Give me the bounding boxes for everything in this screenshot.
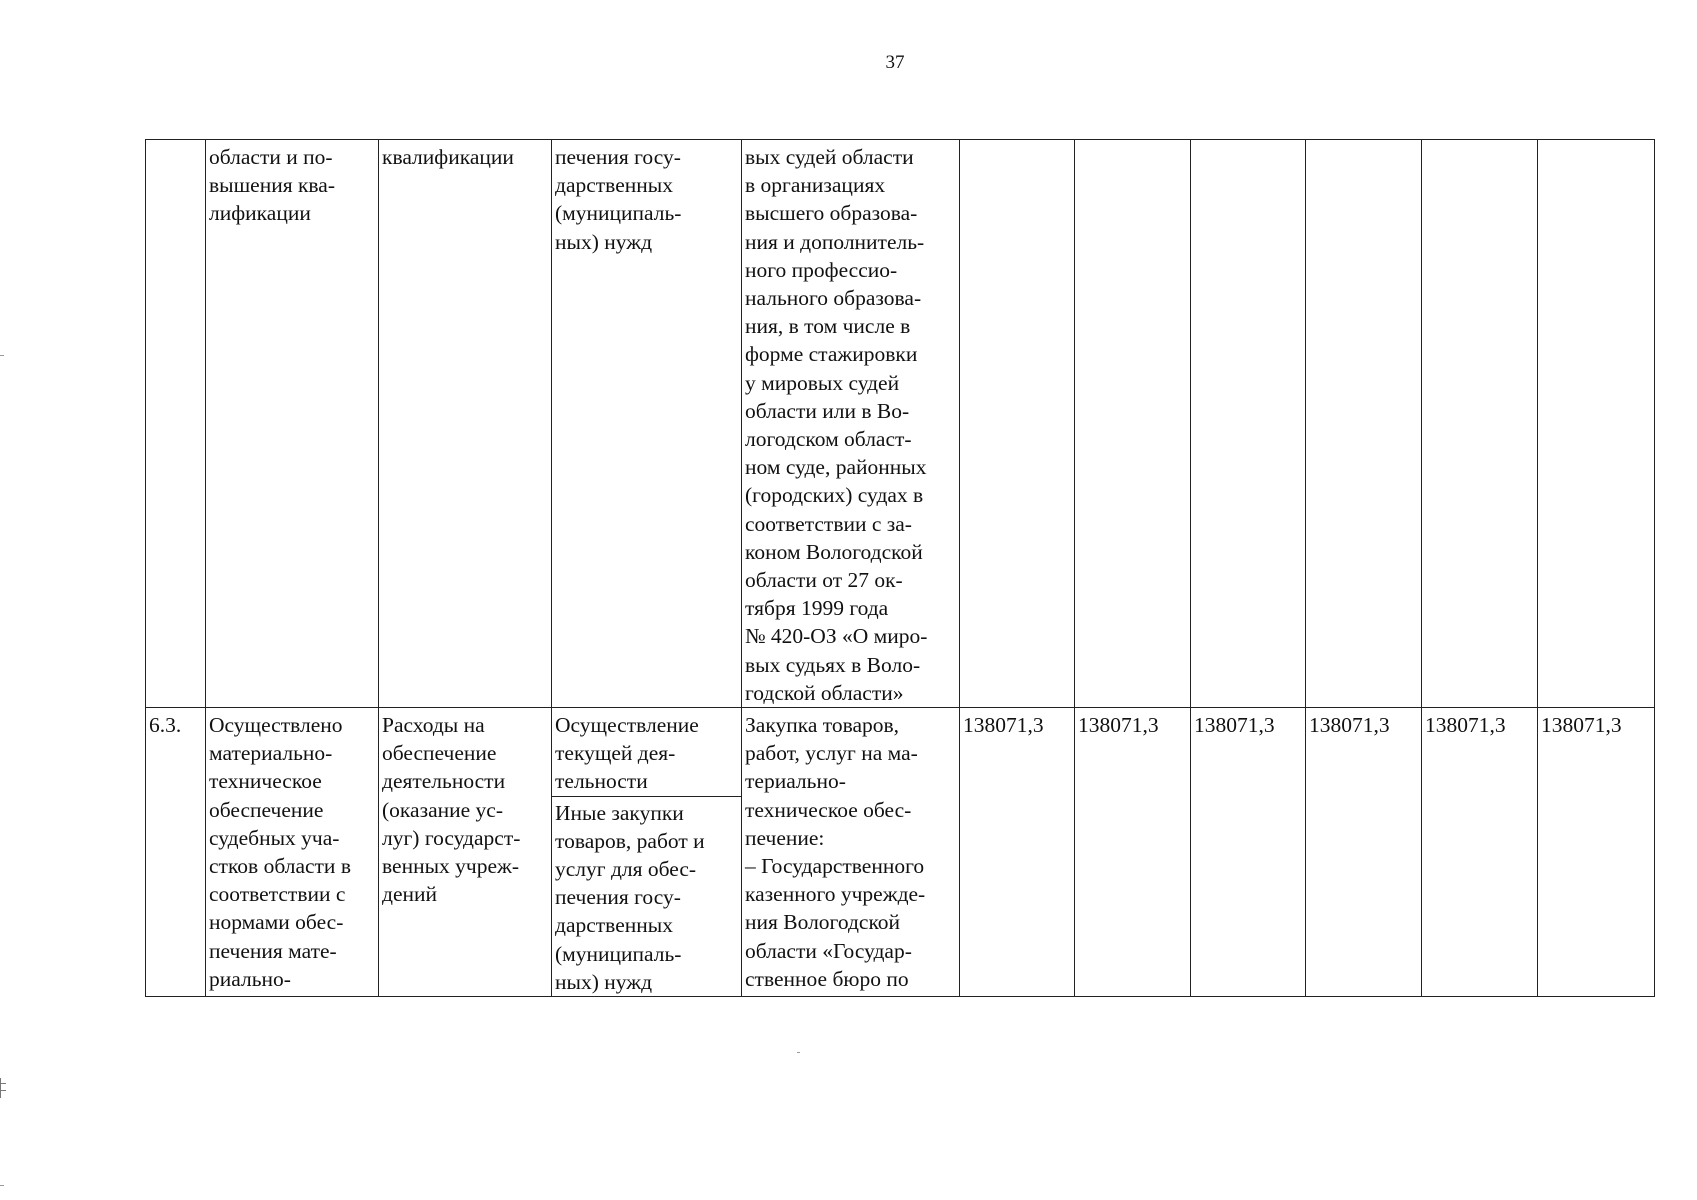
text-line: печение:	[745, 825, 825, 850]
text-line: высшего образова-	[745, 201, 918, 226]
text-line: деятельности	[382, 769, 506, 794]
amount-cell	[1306, 140, 1422, 708]
text-line: казенного учрежде-	[745, 882, 926, 907]
table-row	[146, 140, 1655, 708]
text-line: териально-	[745, 769, 846, 794]
text-line: печения мате-	[209, 938, 337, 963]
text-line: Осуществлено	[209, 713, 343, 738]
text-line: нального образова-	[745, 286, 922, 311]
text-line: квалификации	[382, 145, 514, 169]
text-line: риально-	[209, 966, 291, 991]
text-line: ных) нужд	[555, 969, 653, 994]
text-line: ния и дополнитель-	[745, 229, 925, 254]
table-row	[146, 708, 1655, 997]
text-line: области или в Во-	[745, 398, 910, 423]
amount-cell	[1422, 140, 1538, 708]
result-cell	[206, 708, 379, 997]
text-line: нормами обес-	[209, 910, 344, 935]
text-line: (муниципаль-	[555, 941, 682, 966]
text-line: форме стажировки	[745, 342, 918, 367]
amount-cell	[1191, 140, 1306, 708]
text-line: (оказание ус-	[382, 797, 503, 822]
text-line: области от 27 ок-	[745, 568, 903, 593]
text-line: ного профессио-	[745, 257, 898, 282]
expense-type-cell	[552, 708, 742, 997]
amount-cell: 138071,3	[1422, 708, 1538, 997]
amount-cell: 138071,3	[1538, 708, 1655, 997]
amount-cell	[1538, 140, 1655, 708]
text-line: стков области в	[209, 854, 351, 879]
text-line: товаров, работ и	[555, 828, 705, 853]
text-line: тельности	[555, 769, 648, 794]
scan-margin-mark	[0, 1078, 6, 1098]
text-line: печения госу-	[555, 145, 681, 169]
text-line: логодском област-	[745, 427, 912, 452]
text-line: услуг для обес-	[555, 857, 697, 882]
row-number-cell: 6.3.	[146, 708, 206, 997]
expense-type-current	[552, 711, 741, 797]
text-line: ственное бюро по	[745, 966, 909, 991]
text-line: луг) государст-	[382, 825, 521, 850]
text-line: печения госу-	[555, 885, 681, 910]
text-line: – Государственного	[745, 854, 925, 879]
amount-cell: 138071,3	[1306, 708, 1422, 997]
text-line: техническое обес-	[745, 797, 912, 822]
text-line: текущей дея-	[555, 741, 676, 766]
description-cell	[742, 140, 960, 708]
text-line: тября 1999 года	[745, 596, 889, 621]
expense-type-purchases	[555, 797, 739, 996]
amount-cell: 138071,3	[1075, 708, 1191, 997]
budget-table	[145, 139, 1655, 997]
row-number-cell	[146, 140, 206, 708]
text-line: обеспечение	[382, 741, 497, 766]
description-cell	[742, 708, 960, 997]
text-line: ных) нужд	[555, 229, 653, 254]
text-line: судебных уча-	[209, 825, 340, 850]
text-line: (муниципаль-	[555, 201, 682, 226]
text-line: материально-	[209, 741, 333, 766]
text-line: в организациях	[745, 173, 886, 198]
text-line: (городских) судах в	[745, 483, 924, 508]
text-line: соответствии с за-	[745, 511, 912, 536]
text-line: коном Вологодской	[745, 539, 923, 564]
expense-type-cell	[552, 140, 742, 708]
text-line: вых судьях в Воло-	[745, 652, 921, 677]
text-line: обеспечение	[209, 797, 324, 822]
text-line: лификации	[209, 201, 311, 226]
text-line: у мировых судей	[745, 370, 900, 395]
amount-cell	[960, 140, 1075, 708]
text-line: дарственных	[555, 173, 673, 198]
text-line: ния, в том числе в	[745, 314, 911, 339]
text-line: соответствии с	[209, 882, 346, 907]
page-number: 37	[885, 52, 905, 73]
text-line: области и по-	[209, 145, 333, 169]
expense-cell	[379, 140, 552, 708]
scan-speck	[797, 1052, 800, 1053]
text-line: дений	[382, 882, 437, 907]
text-line: техническое	[209, 769, 322, 794]
text-line: ния Вологодской	[745, 910, 901, 935]
expense-cell	[379, 708, 552, 997]
amount-cell: 138071,3	[1191, 708, 1306, 997]
text-line: Иные закупки	[555, 800, 684, 825]
text-line: вых судей области	[745, 145, 914, 169]
text-line: дарственных	[555, 913, 673, 938]
text-line: № 420-ОЗ «О миро-	[745, 624, 928, 649]
amount-cell: 138071,3	[960, 708, 1075, 997]
amount-cell	[1075, 140, 1191, 708]
text-line: области «Государ-	[745, 938, 912, 963]
scan-margin-tick	[0, 355, 4, 356]
text-line: Осуществление	[555, 713, 699, 738]
text-line: Расходы на	[382, 713, 485, 738]
text-line: работ, услуг на ма-	[745, 741, 918, 766]
text-line: ном суде, районных	[745, 455, 927, 480]
text-line: вышения ква-	[209, 173, 335, 198]
text-line: венных учреж-	[382, 854, 520, 879]
text-line: годской области»	[745, 680, 904, 705]
scan-margin-tick	[0, 1185, 4, 1186]
text-line: Закупка товаров,	[745, 713, 900, 738]
result-cell	[206, 140, 379, 708]
